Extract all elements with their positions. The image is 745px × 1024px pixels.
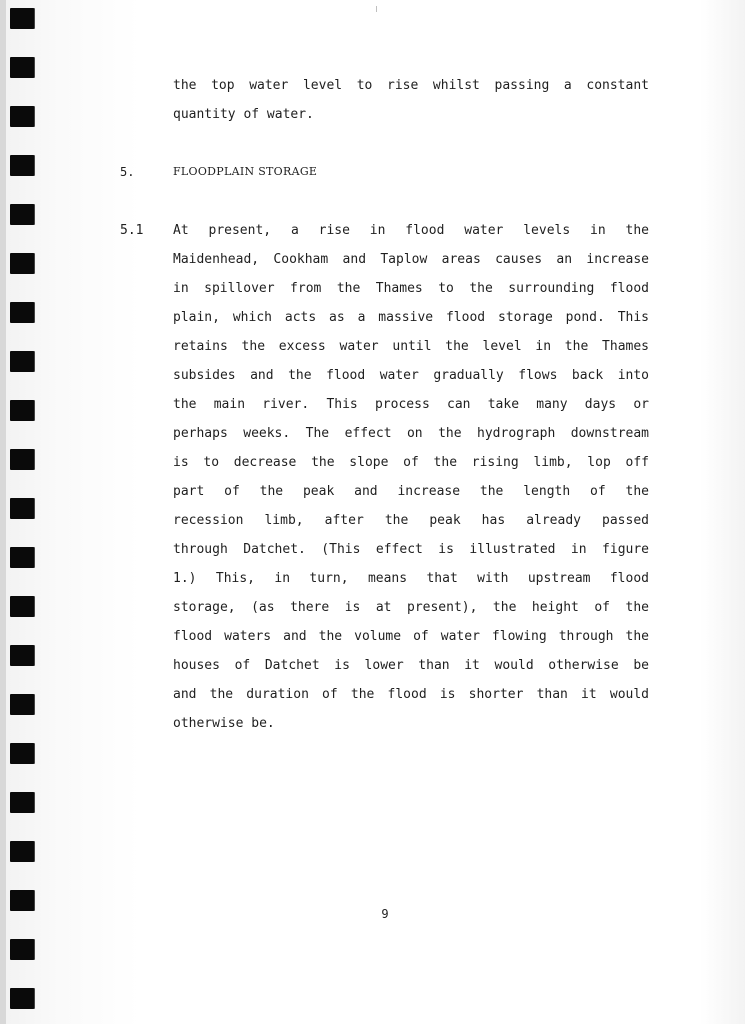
binding-hole — [10, 155, 34, 176]
section-title: FLOODPLAIN STORAGE — [173, 165, 318, 178]
binding-hole — [10, 8, 34, 29]
spiral-binding — [0, 0, 40, 1024]
intro-line: quantity of water. — [173, 107, 314, 122]
paragraph-line: is to decrease the slope of the rising limb, lop off — [173, 455, 649, 470]
paragraph-line: perhaps weeks. The effect on the hydrograph downstream — [173, 426, 649, 441]
intro-line: the top water level to rise whilst passing a constant — [173, 78, 649, 93]
binding-hole — [10, 792, 34, 813]
binding-hole — [10, 841, 34, 862]
binding-hole — [10, 645, 34, 666]
paragraph-line: recession limb, after the peak has already passed — [173, 513, 649, 528]
paragraph-line: At present, a rise in flood water levels in the — [173, 223, 649, 238]
binding-hole — [10, 57, 34, 78]
paragraph-line: flood waters and the volume of water flowing through the — [173, 629, 649, 644]
paragraph-line: subsides and the flood water gradually flows back into — [173, 368, 649, 383]
page-number: 9 — [381, 907, 389, 921]
binding-hole — [10, 400, 34, 421]
paragraph-line: houses of Datchet is lower than it would otherwise be — [173, 658, 649, 673]
binding-hole — [10, 351, 34, 372]
paragraph-line: 1.) This, in turn, means that with upstream flood — [173, 571, 649, 586]
paragraph-line: the main river. This process can take many days or — [173, 397, 649, 412]
binding-hole — [10, 498, 34, 519]
binding-hole — [10, 204, 34, 225]
paragraph-line: Maidenhead, Cookham and Taplow areas causes an increase — [173, 252, 649, 267]
binding-hole — [10, 694, 34, 715]
paragraph-line: storage, (as there is at present), the height of the — [173, 600, 649, 615]
binding-hole — [10, 596, 34, 617]
binding-hole — [10, 302, 34, 323]
paragraph-line: and the duration of the flood is shorter than it would — [173, 687, 649, 702]
paragraph-number: 5.1 — [120, 223, 144, 238]
binding-hole — [10, 939, 34, 960]
binding-hole — [10, 988, 34, 1009]
paragraph-line: in spillover from the Thames to the surrounding flood — [173, 281, 649, 296]
binding-hole — [10, 106, 34, 127]
paragraph-line: plain, which acts as a massive flood storage pond. This — [173, 310, 649, 325]
binding-hole — [10, 547, 34, 568]
paragraph-line: through Datchet. (This effect is illustrated in figure — [173, 542, 649, 557]
binding-hole — [10, 253, 34, 274]
scan-mark — [376, 6, 377, 12]
binding-hole — [10, 449, 34, 470]
section-number: 5. — [120, 165, 135, 179]
paragraph-line: retains the excess water until the level in the Thames — [173, 339, 649, 354]
binding-hole — [10, 743, 34, 764]
paragraph-line: part of the peak and increase the length of the — [173, 484, 649, 499]
paragraph-line: otherwise be. — [173, 716, 275, 731]
